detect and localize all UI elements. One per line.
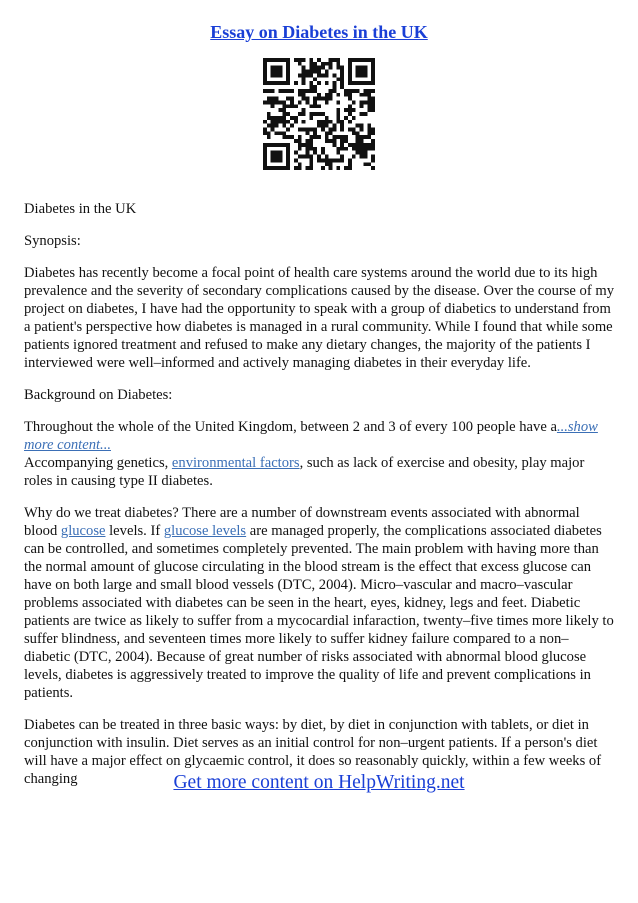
genetics-paragraph: [24, 454, 614, 490]
treatment-text-pre: Why do we treat diabetes? There are a number of downstream events associated with abnormal blood: [24, 505, 580, 539]
background-label: Background on Diabetes:: [24, 387, 173, 403]
treatment-text-mid: levels. If: [105, 523, 164, 539]
background-text: Throughout the whole of the United Kingdom, between 2 and 3 of every 100 people have a: [24, 419, 557, 435]
environmental-factors-link[interactable]: environmental factors: [171, 455, 300, 471]
qr-code-icon: [263, 58, 375, 170]
essay-body: [24, 200, 614, 802]
synopsis-label: Synopsis:: [24, 233, 81, 249]
treatment-text-post: are managed properly, the complications associated diabetes can be controlled, and sometimes completely prevented. The main problem with having more than the normal amount of glucose circulating in the blood stream is the effect that excess glucose can have on both large and small blood vessels (DTC, 2004). Micro–vascular and macro–vascular problems associated with diabetes can be seen in the heart, eyes, kidney, legs and feet. Diabetic patients are twice as likely to suffer from a mycocardial infaraction, twenty–five times more likely to suffer blindness, and seventeen times more likely to suffer kidney failure compared to a non–diabetic (DTC, 2004). Because of great number of risks associated with abnormal blood glucose levels, diabetes is aggressively treated to improve the quality of life and prevent complications in patients.: [24, 523, 614, 701]
section-heading: Diabetes in the UK: [24, 201, 137, 217]
essay-title-link[interactable]: Essay on Diabetes in the UK: [210, 22, 428, 42]
treatment-reason-paragraph: [24, 504, 614, 702]
genetics-text-post: , such as lack of exercise and obesity, play major roles in causing type II diabetes.: [24, 455, 585, 489]
genetics-text-pre: Accompanying genetics,: [24, 455, 172, 471]
glucose-levels-link[interactable]: glucose levels: [163, 523, 247, 539]
get-more-content-link[interactable]: Get more content on HelpWriting.net: [173, 772, 465, 793]
show-more-link[interactable]: ...show more content...: [24, 419, 598, 453]
synopsis-paragraph: Diabetes has recently become a focal point of health care systems around the world due to its high prevalence and the severity of secondary complications caused by the disease. Over the course of my project on diabetes, I have had the opportunity to speak with a group of diabetics to understand from a patient's perspective how diabetes is managed in a rural community. While I found that while some patients ignored treatment and refused to make any dietary changes, the majority of the patients I interviewed were well–informed and actively managing diabetes in their everyday life.: [24, 265, 615, 371]
glucose-link[interactable]: glucose: [60, 523, 106, 539]
background-paragraph: [24, 418, 614, 454]
treatment-methods-paragraph: Diabetes can be treated in three basic ways: by diet, by diet in conjunction with tablets, or diet in conjunction with insulin. Diet serves as an initial control for non–urgent patients. If a person's diet will have a major effect on glycaemic control, it does so reasonably quickly, within a few weeks of changing: [24, 717, 602, 787]
